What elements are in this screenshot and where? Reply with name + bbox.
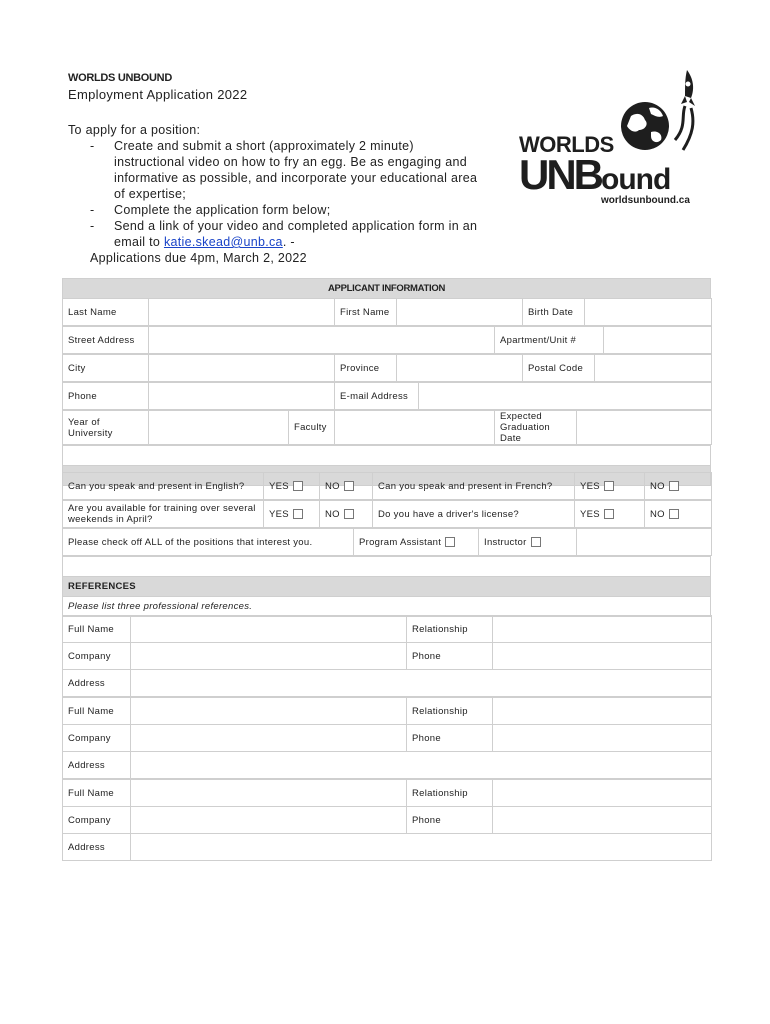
english-yes-option[interactable]: [264, 473, 320, 500]
address-input[interactable]: [131, 834, 712, 861]
french-yes-option[interactable]: [575, 473, 645, 500]
full-name-label: Full Name: [63, 698, 131, 725]
full-name-label: Full Name: [63, 780, 131, 807]
logo-unbound-text: [519, 151, 671, 201]
first-name-input[interactable]: [397, 299, 523, 326]
phone-input[interactable]: [149, 383, 335, 410]
instructor-option[interactable]: [479, 529, 577, 556]
address-label: Address: [63, 834, 131, 861]
full-name-label: Full Name: [63, 616, 131, 643]
license-yes-option[interactable]: [575, 501, 645, 528]
positions-empty-cell: [577, 529, 712, 556]
instruction-text: Create and submit a short (approximately 2 minute) instructional video on how to fry an egg. Be as engaging and informative as possible, and incorporate your educational area of expertise;: [114, 139, 478, 201]
instruction-text: Complete the application form below;: [114, 203, 331, 217]
province-input[interactable]: [397, 355, 523, 382]
company-label: Company: [63, 725, 131, 752]
phone-label: Phone: [63, 383, 149, 410]
questions-block: [62, 472, 711, 617]
instructions-intro: To apply for a position:: [68, 123, 201, 137]
english-no-option[interactable]: [320, 473, 373, 500]
row-address: [62, 326, 712, 354]
yes-label: YES: [269, 508, 289, 520]
full-name-input[interactable]: [131, 780, 407, 807]
worlds-unbound-logo: [515, 68, 695, 213]
instruction-text: Send a link of your video and completed application form in an email to: [114, 219, 478, 249]
first-name-label: First Name: [335, 299, 397, 326]
company-label: Company: [63, 807, 131, 834]
relationship-label: Relationship: [407, 698, 493, 725]
program-assistant-option[interactable]: [354, 529, 479, 556]
training-yes-option[interactable]: [264, 501, 320, 528]
due-date: Applications due 4pm, March 2, 2022: [90, 251, 307, 265]
city-label: City: [63, 355, 149, 382]
expected-graduation-input[interactable]: [577, 411, 712, 445]
row-spacer-2: [62, 556, 711, 617]
license-question: Do you have a driver's license?: [373, 501, 575, 528]
phone-label: Phone: [407, 725, 493, 752]
instruction-suffix: . -: [282, 235, 295, 249]
instructions-list: [68, 138, 488, 250]
license-no-option[interactable]: [645, 501, 712, 528]
city-input[interactable]: [149, 355, 335, 382]
document-header: [68, 72, 488, 266]
full-name-input[interactable]: [131, 698, 407, 725]
training-no-option[interactable]: [320, 501, 373, 528]
faculty-input[interactable]: [335, 411, 495, 445]
phone-label: Phone: [407, 643, 493, 670]
checkbox-icon[interactable]: [293, 481, 303, 491]
training-question: Are you available for training over several weekends in April?: [63, 501, 264, 528]
address-label: Address: [63, 752, 131, 779]
reference-3: [62, 779, 712, 861]
no-label: NO: [650, 480, 665, 492]
section-title-applicant: APPLICANT INFORMATION: [63, 279, 711, 299]
row-city: [62, 354, 712, 382]
last-name-label: Last Name: [63, 299, 149, 326]
organization-name: WORLDS UNBOUND: [68, 72, 172, 84]
checkbox-icon[interactable]: [669, 509, 679, 519]
reference-1: [62, 615, 712, 697]
company-input[interactable]: [131, 807, 407, 834]
yes-label: YES: [580, 480, 600, 492]
no-label: NO: [325, 508, 340, 520]
company-label: Company: [63, 643, 131, 670]
positions-question: Please check off ALL of the positions that interest you.: [63, 529, 354, 556]
checkbox-icon[interactable]: [669, 481, 679, 491]
address-label: Address: [63, 670, 131, 697]
phone-input[interactable]: [493, 725, 712, 752]
checkbox-icon[interactable]: [531, 537, 541, 547]
checkbox-icon[interactable]: [344, 509, 354, 519]
province-label: Province: [335, 355, 397, 382]
english-question: Can you speak and present in English?: [63, 473, 264, 500]
checkbox-icon[interactable]: [604, 481, 614, 491]
instructions: [68, 122, 488, 266]
instruction-item: - Create and submit a short (approximately 2 minute) instructional video on how to fry an egg. Be as engaging and informative as possible, and incorporate your educational area of expertise;: [90, 139, 478, 201]
postal-code-label: Postal Code: [523, 355, 595, 382]
street-address-input[interactable]: [149, 327, 495, 354]
row-language: [62, 472, 712, 500]
spacer-row: [63, 446, 711, 466]
french-no-option[interactable]: [645, 473, 712, 500]
references-subtitle: Please list three professional references.: [63, 597, 711, 617]
last-name-input[interactable]: [149, 299, 335, 326]
references-title: REFERENCES: [63, 577, 711, 597]
relationship-label: Relationship: [407, 616, 493, 643]
phone-input[interactable]: [493, 807, 712, 834]
address-input[interactable]: [131, 670, 712, 697]
yes-label: YES: [269, 480, 289, 492]
logo-ound: ound: [601, 163, 671, 196]
instruction-item: - Send a link of your video and completed application form in an email to katie.skead@unb.ca. -: [90, 219, 478, 249]
email-label: E-mail Address: [335, 383, 419, 410]
relationship-input[interactable]: [493, 698, 712, 725]
company-input[interactable]: [131, 643, 407, 670]
postal-code-input[interactable]: [595, 355, 712, 382]
no-label: NO: [650, 508, 665, 520]
logo-url: worldsunbound.ca: [601, 195, 690, 206]
faculty-label: Faculty: [289, 411, 335, 445]
globe-rocket-icon: [615, 68, 697, 168]
address-input[interactable]: [131, 752, 712, 779]
row-name: [62, 298, 712, 326]
birth-date-label: Birth Date: [523, 299, 585, 326]
relationship-label: Relationship: [407, 780, 493, 807]
checkbox-icon[interactable]: [344, 481, 354, 491]
row-training: [62, 500, 712, 528]
instructor-label: Instructor: [484, 536, 527, 548]
row-university: [62, 410, 712, 445]
reference-2: [62, 697, 712, 779]
apartment-input[interactable]: [604, 327, 712, 354]
checkbox-icon[interactable]: [445, 537, 455, 547]
relationship-input[interactable]: [493, 780, 712, 807]
company-input[interactable]: [131, 725, 407, 752]
applicant-rows: [62, 298, 711, 486]
references-block: [62, 615, 711, 861]
phone-input[interactable]: [493, 643, 712, 670]
applicant-info-table: [62, 278, 711, 299]
logo-unb: UNB: [519, 151, 601, 198]
apartment-label: Apartment/Unit #: [495, 327, 604, 354]
french-question: Can you speak and present in French?: [373, 473, 575, 500]
document-title: Employment Application 2022: [68, 87, 248, 102]
year-of-university-input[interactable]: [149, 411, 289, 445]
no-label: NO: [325, 480, 340, 492]
checkbox-icon[interactable]: [604, 509, 614, 519]
full-name-input[interactable]: [131, 616, 407, 643]
relationship-input[interactable]: [493, 616, 712, 643]
email-input[interactable]: [419, 383, 712, 410]
spacer-row: [63, 557, 711, 577]
birth-date-input[interactable]: [585, 299, 712, 326]
yes-label: YES: [580, 508, 600, 520]
street-address-label: Street Address: [63, 327, 149, 354]
year-of-university-label: Year of University: [63, 411, 149, 445]
program-assistant-label: Program Assistant: [359, 536, 442, 548]
checkbox-icon[interactable]: [293, 509, 303, 519]
expected-graduation-label: Expected Graduation Date: [495, 411, 577, 445]
row-phone: [62, 382, 712, 410]
row-positions: [62, 528, 712, 556]
logo-worlds-text: WORLDS: [519, 132, 614, 157]
email-link[interactable]: katie.skead@unb.ca: [163, 235, 283, 249]
phone-label: Phone: [407, 807, 493, 834]
instruction-item: - Complete the application form below;: [90, 203, 331, 217]
